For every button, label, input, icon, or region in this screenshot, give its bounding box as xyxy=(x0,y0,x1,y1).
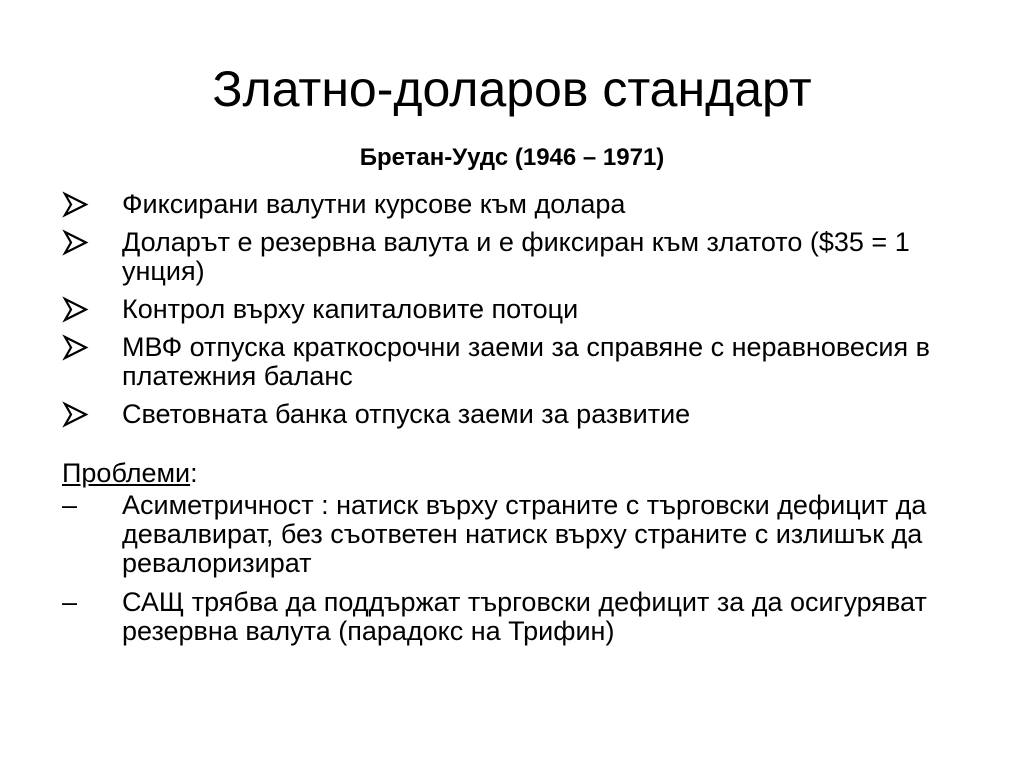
bullet-item xyxy=(62,333,962,391)
bullet-text: Световната банка отпуска заеми за развитие xyxy=(122,399,691,429)
problems-heading xyxy=(62,459,198,488)
problem-text: САЩ трябва да поддържат търговски дефицит за да осигуряват резервна валута (парадокс на Трифин) xyxy=(122,587,927,646)
slide-title: Златно-доларов стандарт xyxy=(212,61,812,117)
arrow-check-bullet-icon xyxy=(62,190,92,219)
problems-heading-text: Проблеми xyxy=(62,458,191,488)
arrow-check-bullet-icon xyxy=(62,400,92,429)
problem-item xyxy=(62,491,962,578)
bullet-list xyxy=(62,190,962,438)
dash-bullet-icon: – xyxy=(62,587,78,617)
arrow-check-bullet-icon xyxy=(62,228,92,257)
problems-list xyxy=(62,491,962,656)
problem-item xyxy=(62,588,962,646)
problems-heading-colon: : xyxy=(190,458,198,488)
bullet-item xyxy=(62,295,962,324)
arrow-check-bullet-icon xyxy=(62,295,92,324)
bullet-item xyxy=(62,228,962,286)
bullet-text: Контрол върху капиталовите потоци xyxy=(122,294,579,324)
bullet-item xyxy=(62,400,962,429)
bullet-item xyxy=(62,190,962,219)
slide-subtitle: Бретан-Уудс (1946 – 1971) xyxy=(359,144,665,171)
bullet-text: МВФ отпуска краткосрочни заеми за справяне с неравновесия в платежния баланс xyxy=(122,332,930,391)
bullet-text: Фиксирани валутни курсове към долара xyxy=(122,189,626,219)
arrow-check-bullet-icon xyxy=(62,333,92,362)
dash-bullet-icon: – xyxy=(62,490,78,520)
problem-text: Асиметричност : натиск върху страните с търговски дефицит да девалвират, без съответен натиск върху страните с излишък да ревалоризират xyxy=(122,490,927,578)
bullet-text: Доларът е резервна валута и е фиксиран към златото ($35 = 1 унция) xyxy=(122,227,910,286)
